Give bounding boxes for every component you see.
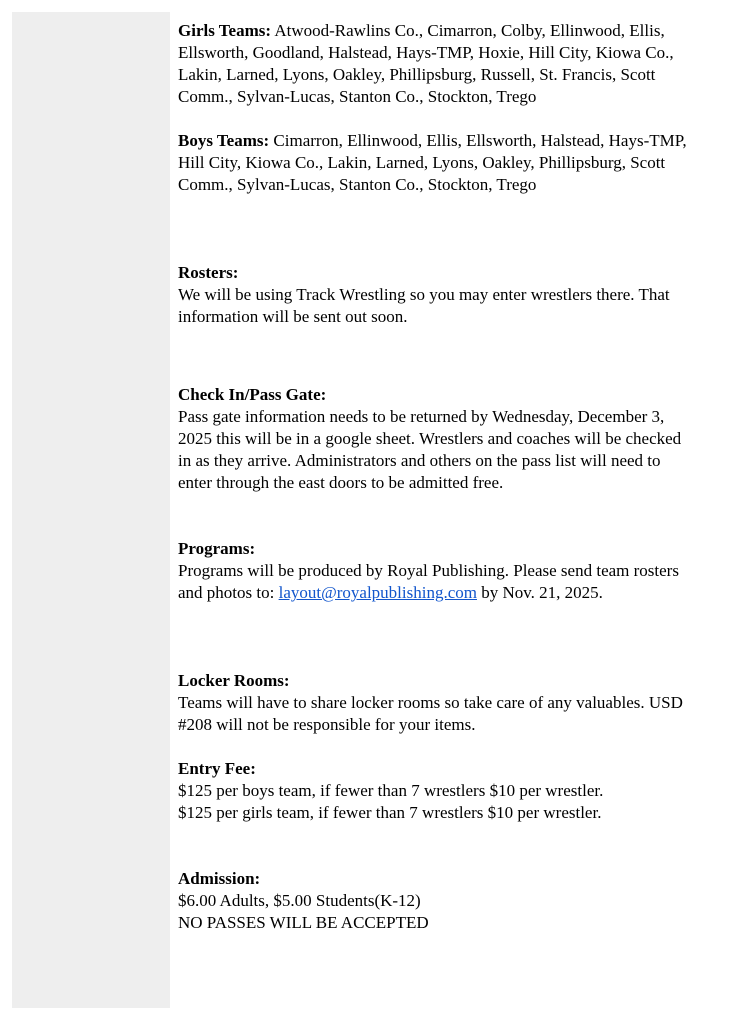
admission-notice: NO PASSES WILL BE ACCEPTED xyxy=(178,913,429,932)
programs-text xyxy=(178,560,698,604)
admission-heading: Admission: xyxy=(178,869,261,888)
boys-teams-label: Boys Teams: xyxy=(178,131,270,150)
check-in-heading: Check In/Pass Gate: xyxy=(178,385,327,404)
boys-teams-list: Cimarron, Ellinwood, Ellis, Ellsworth, Halstead, Hays-TMP, Hill City, Kiowa Co., Lakin, Larned, Lyons, Oakley, Phillipsburg, Scott Comm., Sylvan-Lucas, Stanton Co., Stockton, Trego xyxy=(178,131,687,194)
check-in-text: Pass gate information needs to be returned by Wednesday, December 3, 2025 this will be in a google sheet. Wrestlers and coaches will be checked in as they arrive. Administrators and others on the pass list will need to enter through the east doors to be admitted free. xyxy=(178,407,682,492)
programs-text-before: Programs will be produced by Royal Publishing. Please send team rosters and photos to: xyxy=(178,561,679,602)
programs-heading: Programs: xyxy=(178,539,256,558)
locker-rooms-section xyxy=(178,670,698,736)
admission-section xyxy=(178,868,698,934)
programs-section xyxy=(178,538,698,604)
entry-fee-boys: $125 per boys team, if fewer than 7 wrestlers $10 per wrestler. xyxy=(178,781,604,800)
entry-fee-section xyxy=(178,758,698,824)
locker-rooms-text: Teams will have to share locker rooms so take care of any valuables. USD #208 will not be responsible for your items. xyxy=(178,693,683,734)
rosters-heading: Rosters: xyxy=(178,263,239,282)
locker-rooms-heading: Locker Rooms: xyxy=(178,671,290,690)
programs-text-after: by Nov. 21, 2025. xyxy=(476,583,603,602)
document-body xyxy=(178,20,698,934)
email-link[interactable]: layout@royalpublishing.com xyxy=(278,583,477,602)
rosters-section xyxy=(178,262,698,328)
rosters-text: We will be using Track Wrestling so you may enter wrestlers there. That information will be sent out soon. xyxy=(178,285,670,326)
girls-teams-label: Girls Teams: xyxy=(178,21,272,40)
entry-fee-girls: $125 per girls team, if fewer than 7 wrestlers $10 per wrestler. xyxy=(178,803,602,822)
check-in-section xyxy=(178,384,698,494)
admission-prices: $6.00 Adults, $5.00 Students(K-12) xyxy=(178,891,421,910)
girls-teams-list: Atwood-Rawlins Co., Cimarron, Colby, Ellinwood, Ellis, Ellsworth, Goodland, Halstead, Hays-TMP, Hoxie, Hill City, Kiowa Co., Lakin, Larned, Lyons, Oakley, Phillipsburg, Russell, St. Francis, Scott Comm., Sylvan-Lucas, Stanton Co., Stockton, Trego xyxy=(178,21,674,106)
boys-teams-section xyxy=(178,130,698,196)
entry-fee-heading: Entry Fee: xyxy=(178,759,256,778)
girls-teams-section xyxy=(178,20,698,108)
left-margin-panel xyxy=(12,12,170,1008)
